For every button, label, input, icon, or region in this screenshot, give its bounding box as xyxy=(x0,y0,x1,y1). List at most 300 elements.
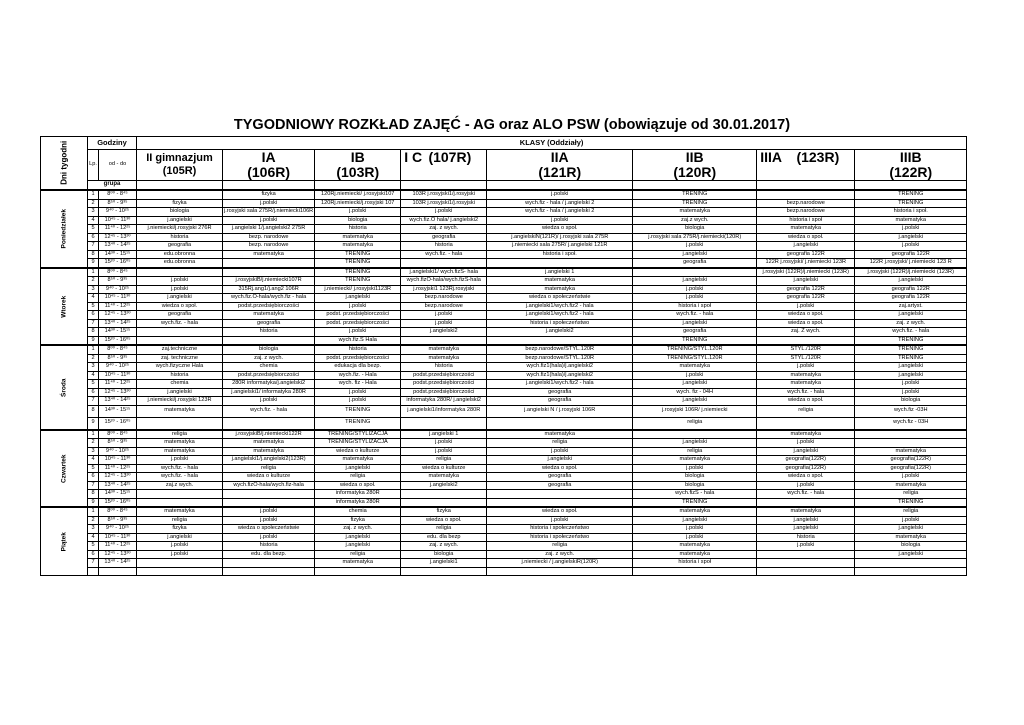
table-row xyxy=(41,481,967,490)
table-row xyxy=(41,294,967,303)
lesson-cell: 280R informatyka/j.angielski2 xyxy=(223,380,315,389)
lesson-cell xyxy=(137,498,223,507)
lesson-cell: geografia(122R) xyxy=(855,456,967,465)
lesson-cell: matematyka xyxy=(487,277,633,286)
lesson-cell: j.polski xyxy=(223,397,315,406)
lesson-cell: j.niemiecki sala 275R/ j.angielski 121R xyxy=(487,242,633,251)
lesson-cell: wych.fiz1(hala)/j.angielski2 xyxy=(487,371,633,380)
lesson-cell: j.polski xyxy=(315,302,401,311)
lesson-number: 2 xyxy=(88,277,99,286)
lesson-hours xyxy=(99,567,137,576)
lesson-cell: matematyka xyxy=(223,439,315,448)
lesson-cell: informatyka 280R xyxy=(315,490,401,499)
lesson-number: 7 xyxy=(88,559,99,568)
table-row xyxy=(41,345,967,354)
lesson-cell: wych.fiz. - hala xyxy=(137,473,223,482)
lesson-cell: j.polski xyxy=(315,208,401,217)
class-name: I C xyxy=(404,149,423,165)
table-row xyxy=(41,439,967,448)
lesson-number: 6 xyxy=(88,311,99,320)
lesson-number: 6 xyxy=(88,550,99,559)
lesson-cell: j.polski xyxy=(315,397,401,406)
lesson-cell: j.angielski xyxy=(633,439,757,448)
table-row xyxy=(41,559,967,568)
lesson-cell: j.angielski 1 xyxy=(401,430,487,439)
lesson-cell xyxy=(757,567,855,576)
days-label: Dni tygodni xyxy=(59,141,69,185)
lesson-cell: podst.przedsiębiorczości xyxy=(401,388,487,397)
lesson-cell: j.angielski 1 xyxy=(487,268,633,277)
lesson-cell xyxy=(223,336,315,345)
lesson-cell: j.polski xyxy=(137,285,223,294)
lesson-cell: 315Rj.ang1/j.ang2 106R xyxy=(223,285,315,294)
lesson-hours: 9⁴⁰ - 10²⁵ xyxy=(99,525,137,534)
class-room: (106R) xyxy=(247,164,291,180)
table-row xyxy=(41,208,967,217)
lesson-cell: zaj. techniczne xyxy=(137,354,223,363)
table-row xyxy=(41,250,967,259)
lesson-cell: wiedza o społ. xyxy=(757,319,855,328)
lesson-cell: wych.fiz. - hala xyxy=(137,464,223,473)
lesson-cell: TRENING xyxy=(315,417,401,430)
lesson-hours: 9⁴⁰ - 10²⁵ xyxy=(99,363,137,372)
class-room: (123R) xyxy=(796,149,840,165)
lesson-cell: geografia xyxy=(487,388,633,397)
lesson-cell: matematyka xyxy=(757,507,855,516)
lesson-cell xyxy=(633,567,757,576)
lesson-hours: 12⁴⁵ - 13³⁰ xyxy=(99,388,137,397)
lesson-cell: edu. dla bezp xyxy=(401,533,487,542)
class-header-1 xyxy=(223,150,315,181)
lesson-cell: j.rosyjski (122R)/j.niemiecki (123R) xyxy=(855,268,967,277)
page-title: TYGODNIOWY ROZKŁAD ZAJĘĆ - AG oraz ALO PSW (obowiązuje od 30.01.2017) xyxy=(233,117,791,133)
lesson-cell: TRENING xyxy=(315,250,401,259)
lesson-cell: religia xyxy=(315,550,401,559)
lesson-cell: matematyka xyxy=(633,550,757,559)
lesson-hours: 8⁰⁰ - 8⁴⁵ xyxy=(99,430,137,439)
lesson-cell: j.polski xyxy=(633,533,757,542)
lesson-number: 5 xyxy=(88,380,99,389)
lesson-cell: wych. fiz - 04H xyxy=(633,388,757,397)
lesson-cell: matematyka xyxy=(137,405,223,417)
lesson-cell: wych.fiz -03H xyxy=(855,405,967,417)
lesson-cell: geografia xyxy=(487,397,633,406)
lesson-cell xyxy=(757,190,855,199)
lesson-cell: j.angielski xyxy=(315,294,401,303)
lesson-cell: matematyka xyxy=(137,507,223,516)
lesson-cell: historia xyxy=(757,533,855,542)
lesson-number: 4 xyxy=(88,533,99,542)
lesson-cell: j.angielski xyxy=(757,242,855,251)
table-row xyxy=(41,371,967,380)
lesson-cell xyxy=(223,567,315,576)
lesson-cell: j.angielski xyxy=(633,250,757,259)
table-row xyxy=(41,277,967,286)
lesson-cell: j.polski xyxy=(401,447,487,456)
class-room: (122R) xyxy=(889,164,933,180)
lesson-cell xyxy=(137,567,223,576)
lesson-cell: j.rosyjskiB/j.niemiecki122R xyxy=(223,430,315,439)
lesson-cell: historia i społeczeństwo xyxy=(487,319,633,328)
lesson-hours: 13⁴⁰ - 14²⁵ xyxy=(99,559,137,568)
lesson-cell: matematyka xyxy=(855,447,967,456)
lesson-cell: j.polski xyxy=(223,216,315,225)
lesson-number: 1 xyxy=(88,190,99,199)
lesson-cell: j.angielski xyxy=(315,464,401,473)
lesson-cell: fizyka xyxy=(315,516,401,525)
lesson-cell: biologia xyxy=(633,473,757,482)
lesson-cell: podst.przedsiębiorczości xyxy=(401,371,487,380)
lesson-cell: j.angielski xyxy=(633,319,757,328)
lesson-cell: bezp.narodowe/STYL.120R xyxy=(487,345,633,354)
lesson-cell xyxy=(401,498,487,507)
lesson-cell: j.polski xyxy=(855,225,967,234)
lesson-cell: TRENING xyxy=(315,268,401,277)
lesson-cell xyxy=(757,498,855,507)
lesson-cell: j.angielski xyxy=(315,533,401,542)
table-row xyxy=(41,417,967,430)
group-label: grupa xyxy=(88,181,137,191)
lesson-cell: chemia xyxy=(315,507,401,516)
lesson-cell: geografia 122R xyxy=(855,294,967,303)
lesson-cell: historia xyxy=(401,242,487,251)
group-cell xyxy=(223,181,315,191)
lesson-hours: 13⁴⁰ - 14²⁵ xyxy=(99,319,137,328)
lesson-cell: zaj.z wych. xyxy=(137,481,223,490)
lesson-cell xyxy=(401,417,487,430)
lesson-cell: zaj.techniczne xyxy=(137,345,223,354)
lesson-cell: wych.fiz - hala / j.angielski 2 xyxy=(487,208,633,217)
lesson-cell: TRENING xyxy=(315,259,401,268)
lesson-hours: 11⁴⁰ - 12²⁵ xyxy=(99,225,137,234)
lesson-cell: wiedza o społ. xyxy=(757,311,855,320)
lesson-hours: 15²⁰ - 16⁰⁵ xyxy=(99,336,137,345)
lesson-cell: j.angielski xyxy=(757,277,855,286)
lesson-number: 9 xyxy=(88,498,99,507)
lesson-cell: historia xyxy=(223,542,315,551)
lesson-cell: j.angielski xyxy=(855,550,967,559)
lesson-cell: historia i społeczeństwo xyxy=(487,533,633,542)
lesson-cell: TRENING/STYLIZACJA xyxy=(315,430,401,439)
lesson-cell: biologia xyxy=(633,481,757,490)
lesson-cell: geografia xyxy=(401,233,487,242)
lesson-cell: matematyka xyxy=(315,456,401,465)
table-row xyxy=(41,302,967,311)
lesson-cell: j.angielski xyxy=(757,525,855,534)
lesson-cell: historia xyxy=(315,345,401,354)
lesson-cell: j.polski xyxy=(855,473,967,482)
lesson-cell xyxy=(855,567,967,576)
class-name: IIA xyxy=(550,149,569,165)
lesson-hours: 12⁴⁵ - 13³⁰ xyxy=(99,550,137,559)
table-row xyxy=(41,311,967,320)
lesson-cell: j.polski xyxy=(855,388,967,397)
class-name: IB xyxy=(350,149,365,165)
lesson-hours: 11⁴⁰ - 12²⁵ xyxy=(99,464,137,473)
lesson-cell: religia xyxy=(487,439,633,448)
lesson-hours: 10⁴⁵ - 11³⁰ xyxy=(99,533,137,542)
lesson-cell: podst. przedsiębiorczości xyxy=(315,319,401,328)
lesson-hours: 8⁵⁰ - 9³⁵ xyxy=(99,439,137,448)
lesson-cell: wych.fiz. - Hala xyxy=(315,371,401,380)
lesson-number: 1 xyxy=(88,430,99,439)
lesson-cell: j.polski xyxy=(223,507,315,516)
table-row xyxy=(41,464,967,473)
lesson-number: 2 xyxy=(88,199,99,208)
lesson-cell: religia xyxy=(315,473,401,482)
lesson-cell xyxy=(633,430,757,439)
table-row xyxy=(41,550,967,559)
lesson-cell: matematyka xyxy=(401,473,487,482)
lesson-cell: TRENING xyxy=(855,354,967,363)
lesson-cell: j.angielskiN(121R)/ j.rosyjski sala 275R xyxy=(487,233,633,242)
lesson-cell: j.angielski xyxy=(137,533,223,542)
table-row xyxy=(41,473,967,482)
lesson-hours: 9⁴⁰ - 10²⁵ xyxy=(99,208,137,217)
lesson-cell: wiedza o społ. xyxy=(487,464,633,473)
lesson-cell: j.angielski1 xyxy=(401,559,487,568)
lesson-number: 8 xyxy=(88,490,99,499)
lesson-cell: wych.fiz. - hala xyxy=(757,388,855,397)
lesson-cell: j.polski xyxy=(223,199,315,208)
lesson-cell: wych. fiz - Hala xyxy=(315,380,401,389)
day-name: Poniedziałek xyxy=(60,209,68,249)
lesson-number: 1 xyxy=(88,268,99,277)
lesson-cell: j.polski xyxy=(223,533,315,542)
table-row xyxy=(41,525,967,534)
lesson-cell: zaj. z wych. xyxy=(315,525,401,534)
schedule-table xyxy=(40,136,967,576)
lesson-cell: geografia(122R) xyxy=(855,464,967,473)
lesson-cell: j.angielski1/informatyka 280R xyxy=(401,405,487,417)
lesson-cell: TRENING/STYL.120R xyxy=(633,345,757,354)
group-row xyxy=(41,181,967,191)
lesson-cell: edu. dla bezp. xyxy=(223,550,315,559)
lesson-cell xyxy=(137,190,223,199)
lesson-number: 3 xyxy=(88,447,99,456)
lesson-cell: j.angielski1/wych.fiz2 - hala xyxy=(487,302,633,311)
lesson-cell: TRENING xyxy=(315,405,401,417)
lesson-cell: matematyka xyxy=(137,447,223,456)
lesson-hours: 8⁵⁰ - 9³⁵ xyxy=(99,199,137,208)
lesson-cell: j.rosyjski1 123Rj.rosyjski xyxy=(401,285,487,294)
group-cell xyxy=(487,181,633,191)
lesson-cell: geografia 122R xyxy=(757,250,855,259)
lesson-cell: chemia xyxy=(137,380,223,389)
lesson-cell: j.polski xyxy=(757,481,855,490)
lesson-cell: j.niemiecki/j.rosyjski 123R xyxy=(137,397,223,406)
lesson-cell: zaj.artyst. xyxy=(855,302,967,311)
lesson-cell: j.angielski xyxy=(633,277,757,286)
lesson-cell: j.angielski1/ informatyka 280R xyxy=(223,388,315,397)
lesson-cell: j.polski xyxy=(633,371,757,380)
table-row xyxy=(41,397,967,406)
lesson-cell: matematyka xyxy=(223,250,315,259)
lesson-cell: STYL./120R xyxy=(757,354,855,363)
lesson-cell xyxy=(757,559,855,568)
lesson-cell xyxy=(223,259,315,268)
lesson-cell: j.angielski N / j.rosyjski 106R xyxy=(487,405,633,417)
table-row xyxy=(41,507,967,516)
lesson-cell xyxy=(137,336,223,345)
lesson-number: 6 xyxy=(88,233,99,242)
lesson-cell: historia i społ. xyxy=(487,250,633,259)
lesson-cell: historia i społ. xyxy=(855,208,967,217)
lesson-cell: j.angielski2 xyxy=(401,328,487,337)
lesson-cell: matematyka xyxy=(401,354,487,363)
table-row xyxy=(41,259,967,268)
lesson-cell: matematyka xyxy=(487,430,633,439)
lesson-cell: historia i społ xyxy=(757,216,855,225)
day-name: Czwartek xyxy=(60,453,68,483)
lesson-cell: j.polski xyxy=(487,190,633,199)
lesson-cell: wych.fiz. - hala xyxy=(633,311,757,320)
lesson-cell: j.angielski xyxy=(757,447,855,456)
lesson-cell xyxy=(401,490,487,499)
lesson-cell: j.angielski xyxy=(137,388,223,397)
lesson-cell xyxy=(855,439,967,448)
table-row xyxy=(41,388,967,397)
lesson-cell: wiedza o kulturze xyxy=(223,473,315,482)
class-room: (121R) xyxy=(538,164,582,180)
lesson-cell: biologia xyxy=(315,216,401,225)
lesson-hours: 15²⁰ - 16⁰⁵ xyxy=(99,259,137,268)
lesson-cell: fizyka xyxy=(137,525,223,534)
lesson-cell: j.rosyjski sala 275R/j.niemiecki106R xyxy=(224,208,314,214)
lesson-cell: wiedza o społ. xyxy=(487,507,633,516)
lesson-cell: TRENING xyxy=(633,498,757,507)
lesson-cell: informatyka 280R xyxy=(315,498,401,507)
lesson-cell: j.polski xyxy=(401,439,487,448)
lesson-cell: biologia xyxy=(401,550,487,559)
lesson-cell xyxy=(487,567,633,576)
od-do-header: od - do xyxy=(99,150,137,181)
lesson-cell: wych.fiz. - hala xyxy=(223,405,315,417)
lesson-cell: religia xyxy=(137,430,223,439)
lesson-hours: 15²⁰ - 16⁰⁵ xyxy=(99,417,137,430)
lesson-number xyxy=(88,567,99,576)
lesson-number: 2 xyxy=(88,516,99,525)
lesson-cell: edukacja dla bezp. xyxy=(315,363,401,372)
lesson-cell: religia xyxy=(401,456,487,465)
lesson-cell: TRENING/STYLIZACJA xyxy=(315,439,401,448)
lesson-cell: bezp.narodowe xyxy=(401,294,487,303)
lesson-cell xyxy=(401,336,487,345)
lesson-cell: bezp.narodowe/STYL.120R xyxy=(487,354,633,363)
lesson-cell: podst.przedsiębiorczości xyxy=(401,380,487,389)
lesson-cell: wiedza o społ. xyxy=(401,516,487,525)
lesson-cell: matematyka xyxy=(757,371,855,380)
table-row xyxy=(41,380,967,389)
day-2 xyxy=(41,345,88,430)
lesson-cell: j.rosyjski (122R)/j.niemiecki (123R) xyxy=(757,268,855,277)
days-header xyxy=(41,137,88,191)
lesson-cell: j.niemiecki/ j.rosyjski1123R xyxy=(315,285,401,294)
lesson-cell: historia i społ xyxy=(633,559,757,568)
lesson-cell: j.angielski xyxy=(757,516,855,525)
lesson-number: 4 xyxy=(88,294,99,303)
class-header-5 xyxy=(633,150,757,181)
lesson-hours: 12⁴⁵ - 13³⁰ xyxy=(99,473,137,482)
lesson-number: 3 xyxy=(88,525,99,534)
lesson-cell: wiedza o kulturze xyxy=(401,464,487,473)
lesson-cell: j.angielski xyxy=(855,371,967,380)
lesson-cell: TRENING xyxy=(855,190,967,199)
lesson-cell: religia xyxy=(223,464,315,473)
table-row xyxy=(41,363,967,372)
lesson-cell xyxy=(223,559,315,568)
lesson-cell: j.polski xyxy=(633,294,757,303)
lesson-cell: j.rosyjskiB/j.niemiecki107R xyxy=(223,277,315,286)
lesson-cell: j.polski xyxy=(757,542,855,551)
lesson-number: 9 xyxy=(88,417,99,430)
lesson-cell: edu.obronna xyxy=(137,250,223,259)
lesson-cell: wych.fiz - 03H xyxy=(855,417,967,430)
lesson-cell xyxy=(487,417,633,430)
lesson-number: 1 xyxy=(88,507,99,516)
class-name: IIIB xyxy=(899,149,922,165)
lesson-cell: religia xyxy=(855,507,967,516)
lesson-cell: matematyka xyxy=(633,208,757,217)
lesson-cell: wych.fiz. - hala xyxy=(757,490,855,499)
lesson-number: 9 xyxy=(88,336,99,345)
lesson-hours: 13⁴⁰ - 14²⁵ xyxy=(99,242,137,251)
lesson-cell: matematyka xyxy=(757,225,855,234)
lesson-cell: edu.obronna xyxy=(137,259,223,268)
lesson-cell: wych.fiz. - hala xyxy=(137,319,223,328)
lesson-cell: geografia xyxy=(137,311,223,320)
table-row xyxy=(41,216,967,225)
table-row xyxy=(41,190,967,199)
lesson-cell xyxy=(223,498,315,507)
lesson-cell: j.polski xyxy=(757,302,855,311)
day-1 xyxy=(41,268,88,346)
lesson-number: 2 xyxy=(88,354,99,363)
lesson-cell: wiedza o społ. xyxy=(757,473,855,482)
lesson-cell: geografia xyxy=(223,319,315,328)
lesson-cell: biologia xyxy=(855,542,967,551)
lesson-cell: wych.fiz. - hala xyxy=(855,328,967,337)
lesson-cell: TRENING/STYL.120R xyxy=(633,354,757,363)
lesson-cell: wych.fiz. - hala xyxy=(401,250,487,259)
lesson-cell: j.angielski xyxy=(633,397,757,406)
lesson-cell: j.polski xyxy=(633,525,757,534)
lesson-hours: 13⁴⁰ - 14²⁵ xyxy=(99,481,137,490)
table-row xyxy=(41,328,967,337)
lesson-cell: geografia(122R) xyxy=(757,464,855,473)
day-4 xyxy=(41,507,88,576)
lesson-cell: wych.fiz.O-hala/wych.fiz - hala xyxy=(223,294,315,303)
lesson-cell: zaj. z wych. xyxy=(487,550,633,559)
lesson-cell xyxy=(223,417,315,430)
lesson-cell: fizyka xyxy=(401,507,487,516)
lesson-number: 6 xyxy=(88,473,99,482)
lesson-cell: religia xyxy=(855,490,967,499)
lesson-cell: geografia(122R) xyxy=(757,456,855,465)
lesson-cell: historia xyxy=(223,328,315,337)
lesson-hours: 11⁴⁰ - 12²⁵ xyxy=(99,542,137,551)
table-row xyxy=(41,456,967,465)
lesson-hours: 15²⁰ - 16⁰⁵ xyxy=(99,498,137,507)
lesson-cell: matematyka xyxy=(855,216,967,225)
lesson-cell: historia xyxy=(315,225,401,234)
lesson-cell: j.polski xyxy=(137,542,223,551)
lesson-cell: j.polski xyxy=(401,311,487,320)
lesson-cell: wych.fizS - hala xyxy=(633,490,757,499)
lesson-cell xyxy=(855,430,967,439)
lesson-cell: j.angielski xyxy=(487,456,633,465)
lesson-cell: religia xyxy=(633,447,757,456)
